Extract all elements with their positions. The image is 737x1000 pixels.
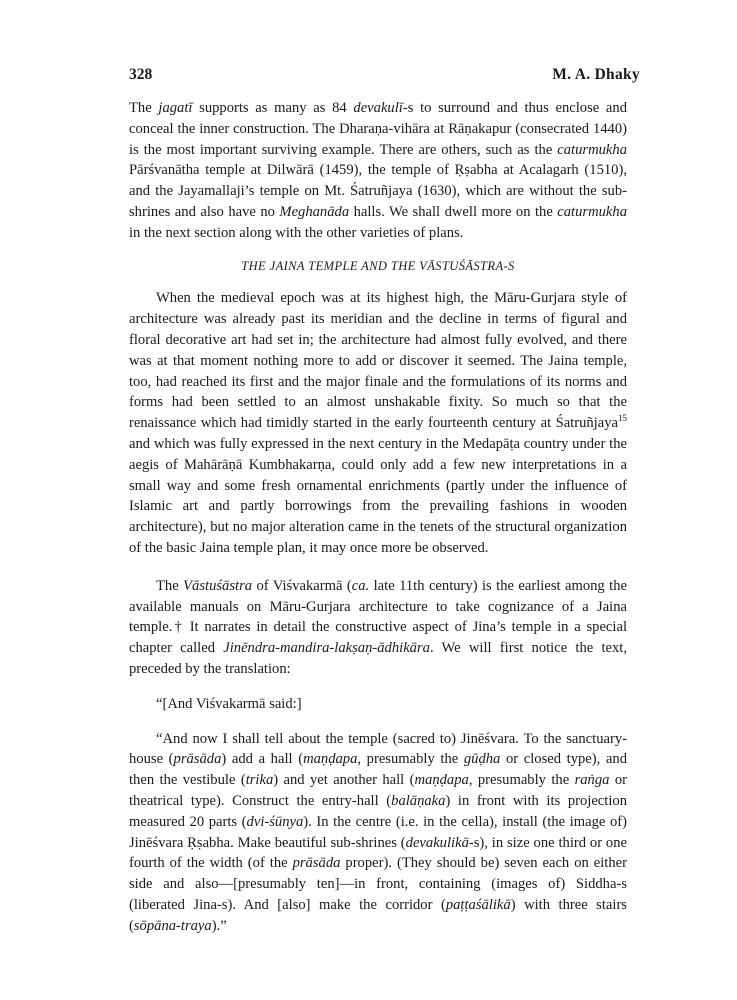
paragraph-jagati: The jagatī supports as many as 84 devakulī-s to surround and thus enclose and conceal the inner construction. The Dharaṇa-vihāra at Rāṇakapur (consecrated 1440) is the most important surviving example. There are others, such as the caturmukha Pārśvanātha temple at Dilwārā (1459), the temple of Ṛṣabha at Acalagarh (1510), and the Jayamallaji’s temple on Mt. Śatruñjaya (1630), which are without the sub-shrines and also have no Meghanāda halls. We shall dwell more on the caturmukha in the next section along with the other varieties of plans. (129, 100, 627, 241)
section-title: THE JAINA TEMPLE AND THE VĀSTUŚĀSTRA-S (241, 258, 515, 273)
translation-quote: “And now I shall tell about the temple (sacred to) Jinēśvara. To the sanctuary-house (prāsāda) add a hall (maṇḍapa, presumably the gūḍha or closed type), and then the vestibule (trika) and yet another hall (maṇḍapa, presumably the raṅga or theatrical type). Construct the entry-hall (balāṇaka) in front with its projection measured 20 parts (dvi-śūnya). In the centre (i.e. in the cella), install (the image of) Jinēśvara Ṛṣabha. Make beautiful sub-shrines (devakulikā-s), in size one third or one fourth of the width (of the prāsāda proper). (They should be) seven each on either side and also—[presumably ten]—in front, containing (images of) Siddha-s (liberated Jina-s). And [also] make the corridor (paṭṭaśālikā) with three stairs (sōpāna-traya).” (129, 730, 628, 934)
running-head-author: M. A. Dhaky (552, 66, 640, 83)
paragraph-medieval-epoch: When the medieval epoch was at its highest high, the Māru-Gurjara style of architecture was already past its meridian and the decline in terms of figural and floral decorative art had set in; the architecture had almost fully evolved, and there was at that moment nothing more to add or discover it seemed. The Jaina temple, too, had reached its first and the major finale and the formulations of its norms and forms had been settled to an almost unshakable fixity. So much so that the renaissance which had timidly started in the early fourteenth century at Śatruñjaya$^{15}$ and which was fully expressed in the next century in the Medapāṭa country under the aegis of Mahārāṇā Kumbhakarṇa, could only add a few new interpretations in a small way and some fresh ornamental enrichments (partly under the influence of Islamic art and partly borrowings from the prevailing fashions in wooden architecture), but no major alteration came in the tenets of the structural organization of the basic Jaina temple plan, it may once more be observed. (129, 290, 627, 556)
page-number: 328 (129, 66, 153, 83)
footnote-ref-15: 15 (618, 413, 627, 424)
quote-intro: “[And Viśvakarmā said:] (156, 695, 302, 712)
paragraph-vastusastra: The Vāstuśāstra of Viśvakarmā (ca. late 11th century) is the earliest among the available manuals on Māru-Gurjara architecture to take cognizance of a Jaina temple.† It narrates in detail the constructive aspect of Jina’s temple in a special chapter called Jinēndra-mandira-lakṣaṇ-ādhikāra. We will first notice the text, preceded by the translation: (129, 577, 627, 677)
body-text (129, 98, 627, 936)
